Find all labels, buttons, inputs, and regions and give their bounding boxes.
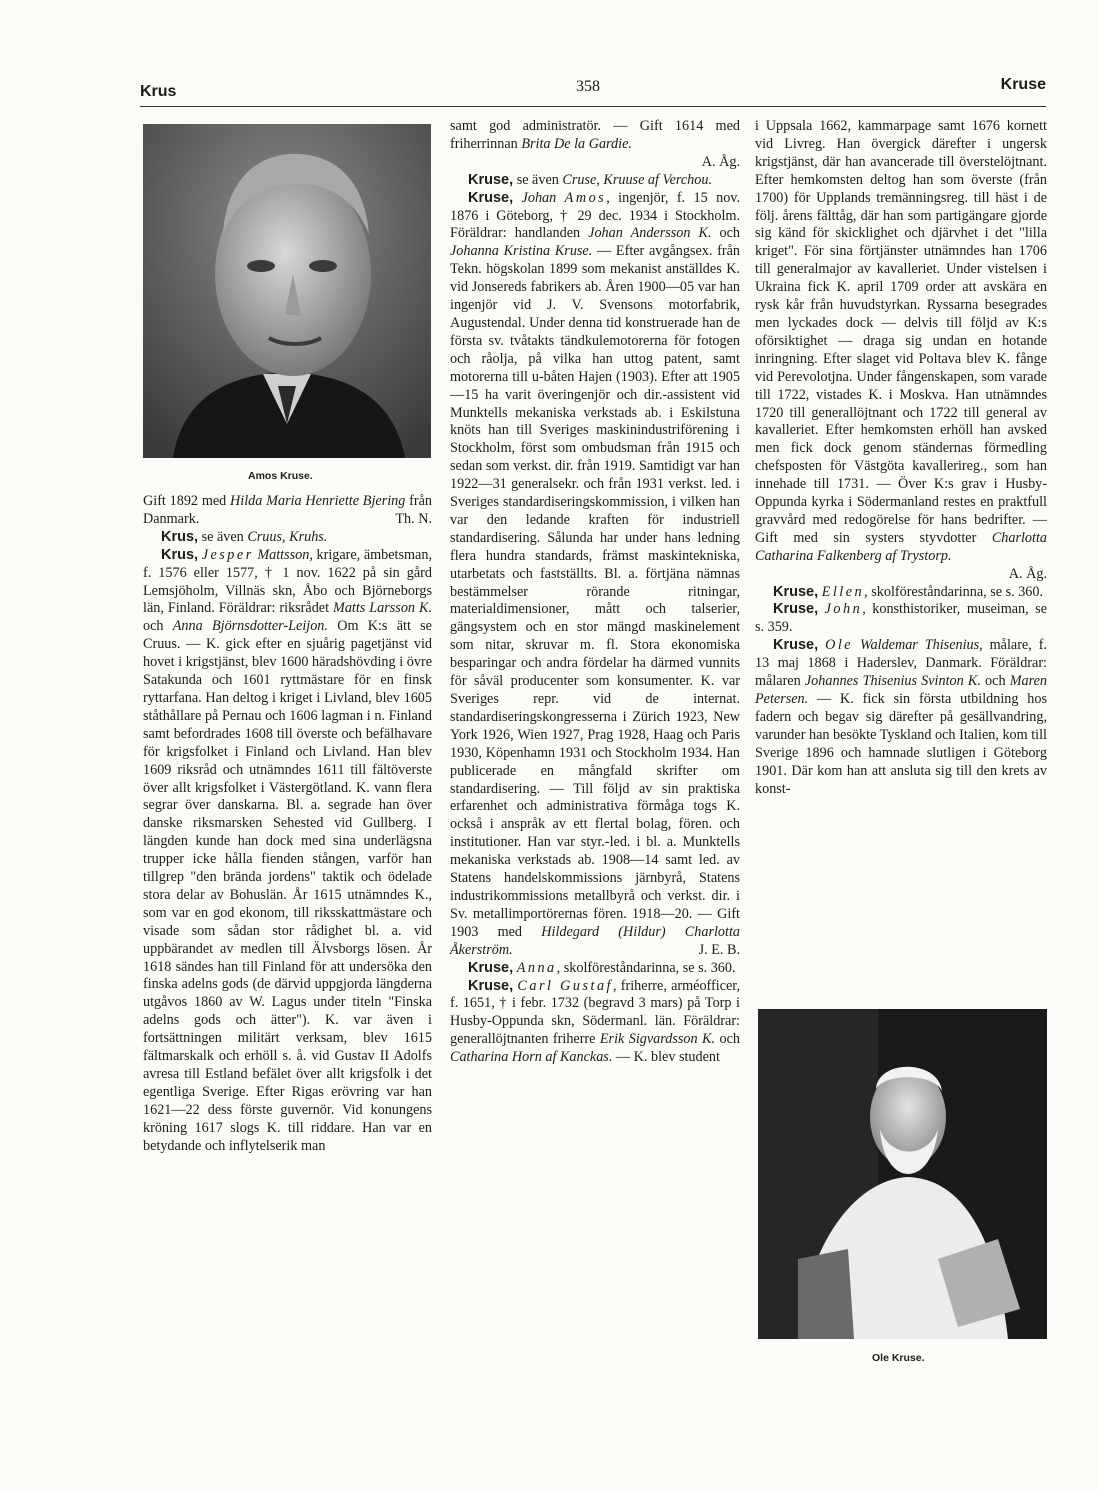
page-number: 358 [576, 78, 600, 95]
running-header [140, 72, 1046, 102]
entry-continuation: samt god administratör. — Gift 1614 med friherrinnan Brita De la Gardie. A. Åg. [450, 118, 740, 170]
column-1 [143, 493, 432, 1156]
entry-krus-ref: Krus, se även Cruus, Kruhs. [161, 528, 328, 545]
entry-continuation: i Uppsala 1662, kammarpage samt 1676 kornett vid Livreg. Han övergick därefter i ungersk krigstjänst, där han avancerade till överstelöjtnant. Efter hemkomsten deltog han som överste (från 1700) för Upplands tremänningsreg. till häst i de följ. årens fälttåg, där han som partigängare gjorde sig känd för skicklighet och djärvhet i det "lilla kriget". För sina förtjänster utnämndes han 1706 till generalmajor av kavalleriet. Under vistelsen i Ukraina fick K. april 1709 order att avskära en rysk kår från huvudstyrkan. Ryssarna besegrades men lyckades dock — delvis till följd av K:s oförsiktighet — draga sig undan en hotande inringning. Efter slaget vid Poltava blev K. fånge vid Perevolotjna. Under fångenskapen, som varade till 1722, vistades K. i Moskva. Han utnämndes 1720 till generallöjtnant och 1722 till general av kavalleriet. Efter hemkomsten erhöll han avsked men fick dock genom ständernas förmedling chefsposten för Västgöta kavallerireg., som han innehade till 1731. — Över K:s grav i Husby-Oppunda kyrka i Södermanland restes en praktfull gravvård med redogörelse för hans bedrifter. — Gift med sin systers styvdotter Charlotta Catharina Falkenberg af Trystorp. A. Åg. [755, 118, 1047, 582]
column-3 [755, 118, 1047, 798]
amos-caption: Amos Kruse. [248, 470, 313, 482]
entry-kruse-ole: Kruse, Ole Waldemar Thisenius, målare, f. 13 maj 1868 i Haderslev, Danmark. Föräldrar: målaren Johannes Thisenius Svinton K. och Maren Petersen. — K. fick sin första utbildning hos fadern och begav sig därefter på gesällvandring, varunder han besökte Tyskland och Italien, kom till Sverige 1896 och hamnade slutligen i Göteborg 1901. Där kom han att ansluta sig till den krets av konst- [755, 637, 1048, 797]
entry-kruse-carl-gustaf: Kruse, Carl Gustaf, friherre, arméofficer, f. 1651, † i febr. 1732 (begravd 3 mars) på Torp i Husby-Oppunda skn, Södermanl. län. Föräldrar: generallöjtnanten friherre Erik Sigvardsson K. och Catharina Horn af Kanckas. — K. blev student [450, 977, 740, 1066]
header-left-word: Krus [140, 83, 177, 100]
column-2 [450, 118, 740, 1067]
ole-kruse-photo [758, 1009, 1047, 1339]
entry-kruse-john: Kruse, John, konsthistoriker, museiman, se s. 359. [755, 601, 1047, 636]
entry-kruse-ref: Kruse, se även Cruse, Kruuse af Verchou. [468, 171, 713, 188]
portrait-illustration [143, 124, 431, 458]
portrait-illustration [758, 1009, 1047, 1339]
ole-caption: Ole Kruse. [872, 1352, 925, 1364]
amos-kruse-photo [143, 124, 431, 458]
entry-krus-jesper: Krus, Jesper Mattsson, krigare, ämbetsman, f. 1576 eller 1577, † 1 nov. 1622 på sin gård Lemsjöholm, Villnäs skn, Åbo och Björneborgs län, Finland. Föräldrar: riksrådet Matts Larsson K. och Anna Björnsdotter-Leijon. Om K:s ätt se Cruus. — K. gick efter en sjuårig pagetjänst vid hovet i krigstjänst, blev 1600 häradshövding i övre Satakunda och 1601 ryttmästare för en finsk ryttarfana. Han deltog i kriget i Livland, blev 1605 ståthållare på Pernau och 1606 lagman i n. Finland samt befordrades 1608 till överste och befälhavare för krigsfolket i Finland och Livland. Han blev 1609 riksråd och utnämndes 1611 till fältöverste över allt krigsfolket i Västergötland. K. vann flera segrar över danskarna. Bl. a. segrade han över danske riksmarsken Sehested vid Gullberg. I längden kunde han dock med sina underlägsna trupper icke hålla fienden stången, varför han tillgrep "den brända jordens" taktik och ödelade stora delar av Bohuslän. År 1615 utnämndes K., som var en god ekonom, till riksskattmästare och visade som sådan stor rådighet bl. a. vid uppbärandet av medlen till Älvsborgs lösen. År 1618 sändes han till Finland för att undersöka den finska adelns gods (de därvid uppgjorda längderna utgåvos 1860 av W. Lagus under titeln "Finska adelns gods och ätter"). K. var även i fortsättningen militärt verksam, blev 1615 fältmarskalk och erhöll s. å. vid Gustav II Adolfs avresa till Estland befälet över allt krigsfolk i det egentliga Sverige. Efter Rigas erövring var han 1621—22 dess förste guvernör. Vid konungens kröning 1617 slogs K. till riddare. Han var en betydande och inflytelserik man [143, 546, 432, 1154]
entry-kruse-anna: Kruse, Anna, skolföreståndarinna, se s. 360. [468, 959, 736, 976]
header-rule [140, 106, 1046, 107]
entry-kruse-ellen: Kruse, Ellen, skolföreståndarinna, se s. 360. [773, 583, 1044, 600]
entry-kruse-johan-amos: Kruse, Johan Amos, ingenjör, f. 15 nov. 1876 i Göteborg, † 29 dec. 1934 i Stockholm. Föräldrar: handlanden Johan Andersson K. och Johanna Kristina Kruse. — Efter avgångsex. från Tekn. högskolan 1899 som mekanist anställdes K. vid Jonsereds fabrikers ab. Åren 1900—05 var han ingenjör vid J. V. Svensons motorfabrik, Augustendal. Under denna tid konstruerade han de första sv. tvåtakts tändkulemotorerna för fotogen och råolja, på vilka han uttog patent, samt motorerna till u-båten Hajen (1903). Efter att 1905—15 ha varit överingenjör och dir.-assistent vid Munktells mekaniska verkstads ab. i Eskilstuna knöts han till Sveriges maskinindustriförening i Stockholm, först som ombudsman från 1915 och sedan som verkst. dir. från 1919. Samtidigt var han 1922—31 generalsekr. och från 1931 verkst. led. i Sveriges standardiseringskommission, i vilken han var den ledande kraften för industriell standardisering. Sålunda har under hans ledning flera hundra standards, främst maskintekniska, utarbetats och fastställts. Bl. a. förtjäna nämnas bestämmelser rörande ritningar, materialdimensioner, mått och talserier, gängsystem och en stor mängd maskinelement som nitar, skruvar m. fl. Stora ekonomiska besparingar och andra fördelar ha därmed vunnits för såväl producenter som konsumenter. K. var Sveriges repr. vid de internat. standardiseringskongresserna i Zürich 1923, New York 1926, Wien 1927, Prag 1928, Haag och Paris 1930, Köpenhamn 1931 och Stockholm 1934. Han publicerade en mångfald skrifter om standardisering. — Till följd av sin praktiska erfarenhet och administrativa förmåga togs K. också i anspråk av ett flertal bolag, fören. och institutioner. Han var styr.-led. i bl. a. Munktells mekaniska verkstads ab. 1908—14 samt led. av Statens handelskommissions järnbyrå, Statens industrikommissions metallbyrå och verkst. dir. i Sv. metallimportörernas fören. 1918—20. — Gift 1903 med Hildegard (Hildur) Charlotta Åkerström. J. E. B. [450, 189, 741, 958]
header-right-word: Kruse [1000, 76, 1046, 93]
entry-text: Gift 1892 med Hilda Maria Henriette Bjering från Danmark. Th. N. [143, 493, 432, 527]
